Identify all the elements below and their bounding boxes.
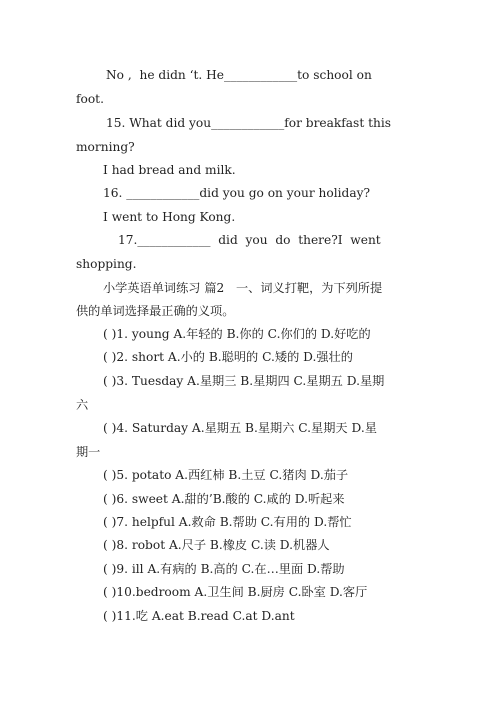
text-line: ( )8. robot A.尺子 B.橡皮 C.读 D.机器人 [103, 538, 330, 552]
text-line [106, 116, 423, 130]
text-line: I went to Hong Kong. [103, 210, 236, 224]
text-line: ( )6. sweet A.甜的’B.酸的 C.咸的 D.听起来 [103, 492, 345, 506]
text-line: ( )9. ill A.有病的 B.高的 C.在…里面 D.帮助 [103, 562, 345, 576]
text-line-part: 15. What did you____________for breakfast this [106, 116, 391, 130]
text-line: 小学英语单词练习 篇2 一、词义打靶，为下列所提 [103, 281, 383, 295]
text-line: morning? [76, 140, 135, 154]
text-line: ( )2. short A.小的 B.聪明的 C.矮的 D.强壮的 [103, 350, 353, 364]
text-line: 供的单词选择最正确的义项。 [76, 304, 235, 318]
text-line: 期一 [76, 445, 101, 459]
text-line: 六 [76, 398, 89, 412]
text-line: ( )4. Saturday A.星期五 B.星期六 C.星期天 D.星 [103, 421, 377, 435]
text-line-part: No , he didn ‘t. He____________to school on [106, 68, 372, 82]
text-line: ( )11.吃 A.eat B.read C.at D.ant [103, 609, 295, 623]
text-line [106, 68, 423, 82]
text-line: shopping. [76, 257, 137, 271]
text-line: I had bread and milk. [103, 163, 236, 177]
text-line: ( )7. helpful A.救命 B.帮助 C.有用的 D.帮忙 [103, 515, 352, 529]
text-line: foot. [76, 92, 104, 106]
text-line: ( )10.bedroom A.卫生间 B.厨房 C.卧室 D.客厅 [103, 585, 368, 599]
text-line: 16. ____________did you go on your holiday? [103, 186, 371, 200]
text-line: ( )3. Tuesday A.星期三 B.星期四 C.星期五 D.星期 [103, 374, 385, 388]
text-line: ( )1. young A.年轻的 B.你的 C.你们的 D.好吃的 [103, 327, 371, 341]
text-line: ( )5. potato A.西红柿 B.土豆 C.猪肉 D.茄子 [103, 468, 349, 482]
text-line: 17.____________ did you do there?I went [118, 233, 381, 247]
